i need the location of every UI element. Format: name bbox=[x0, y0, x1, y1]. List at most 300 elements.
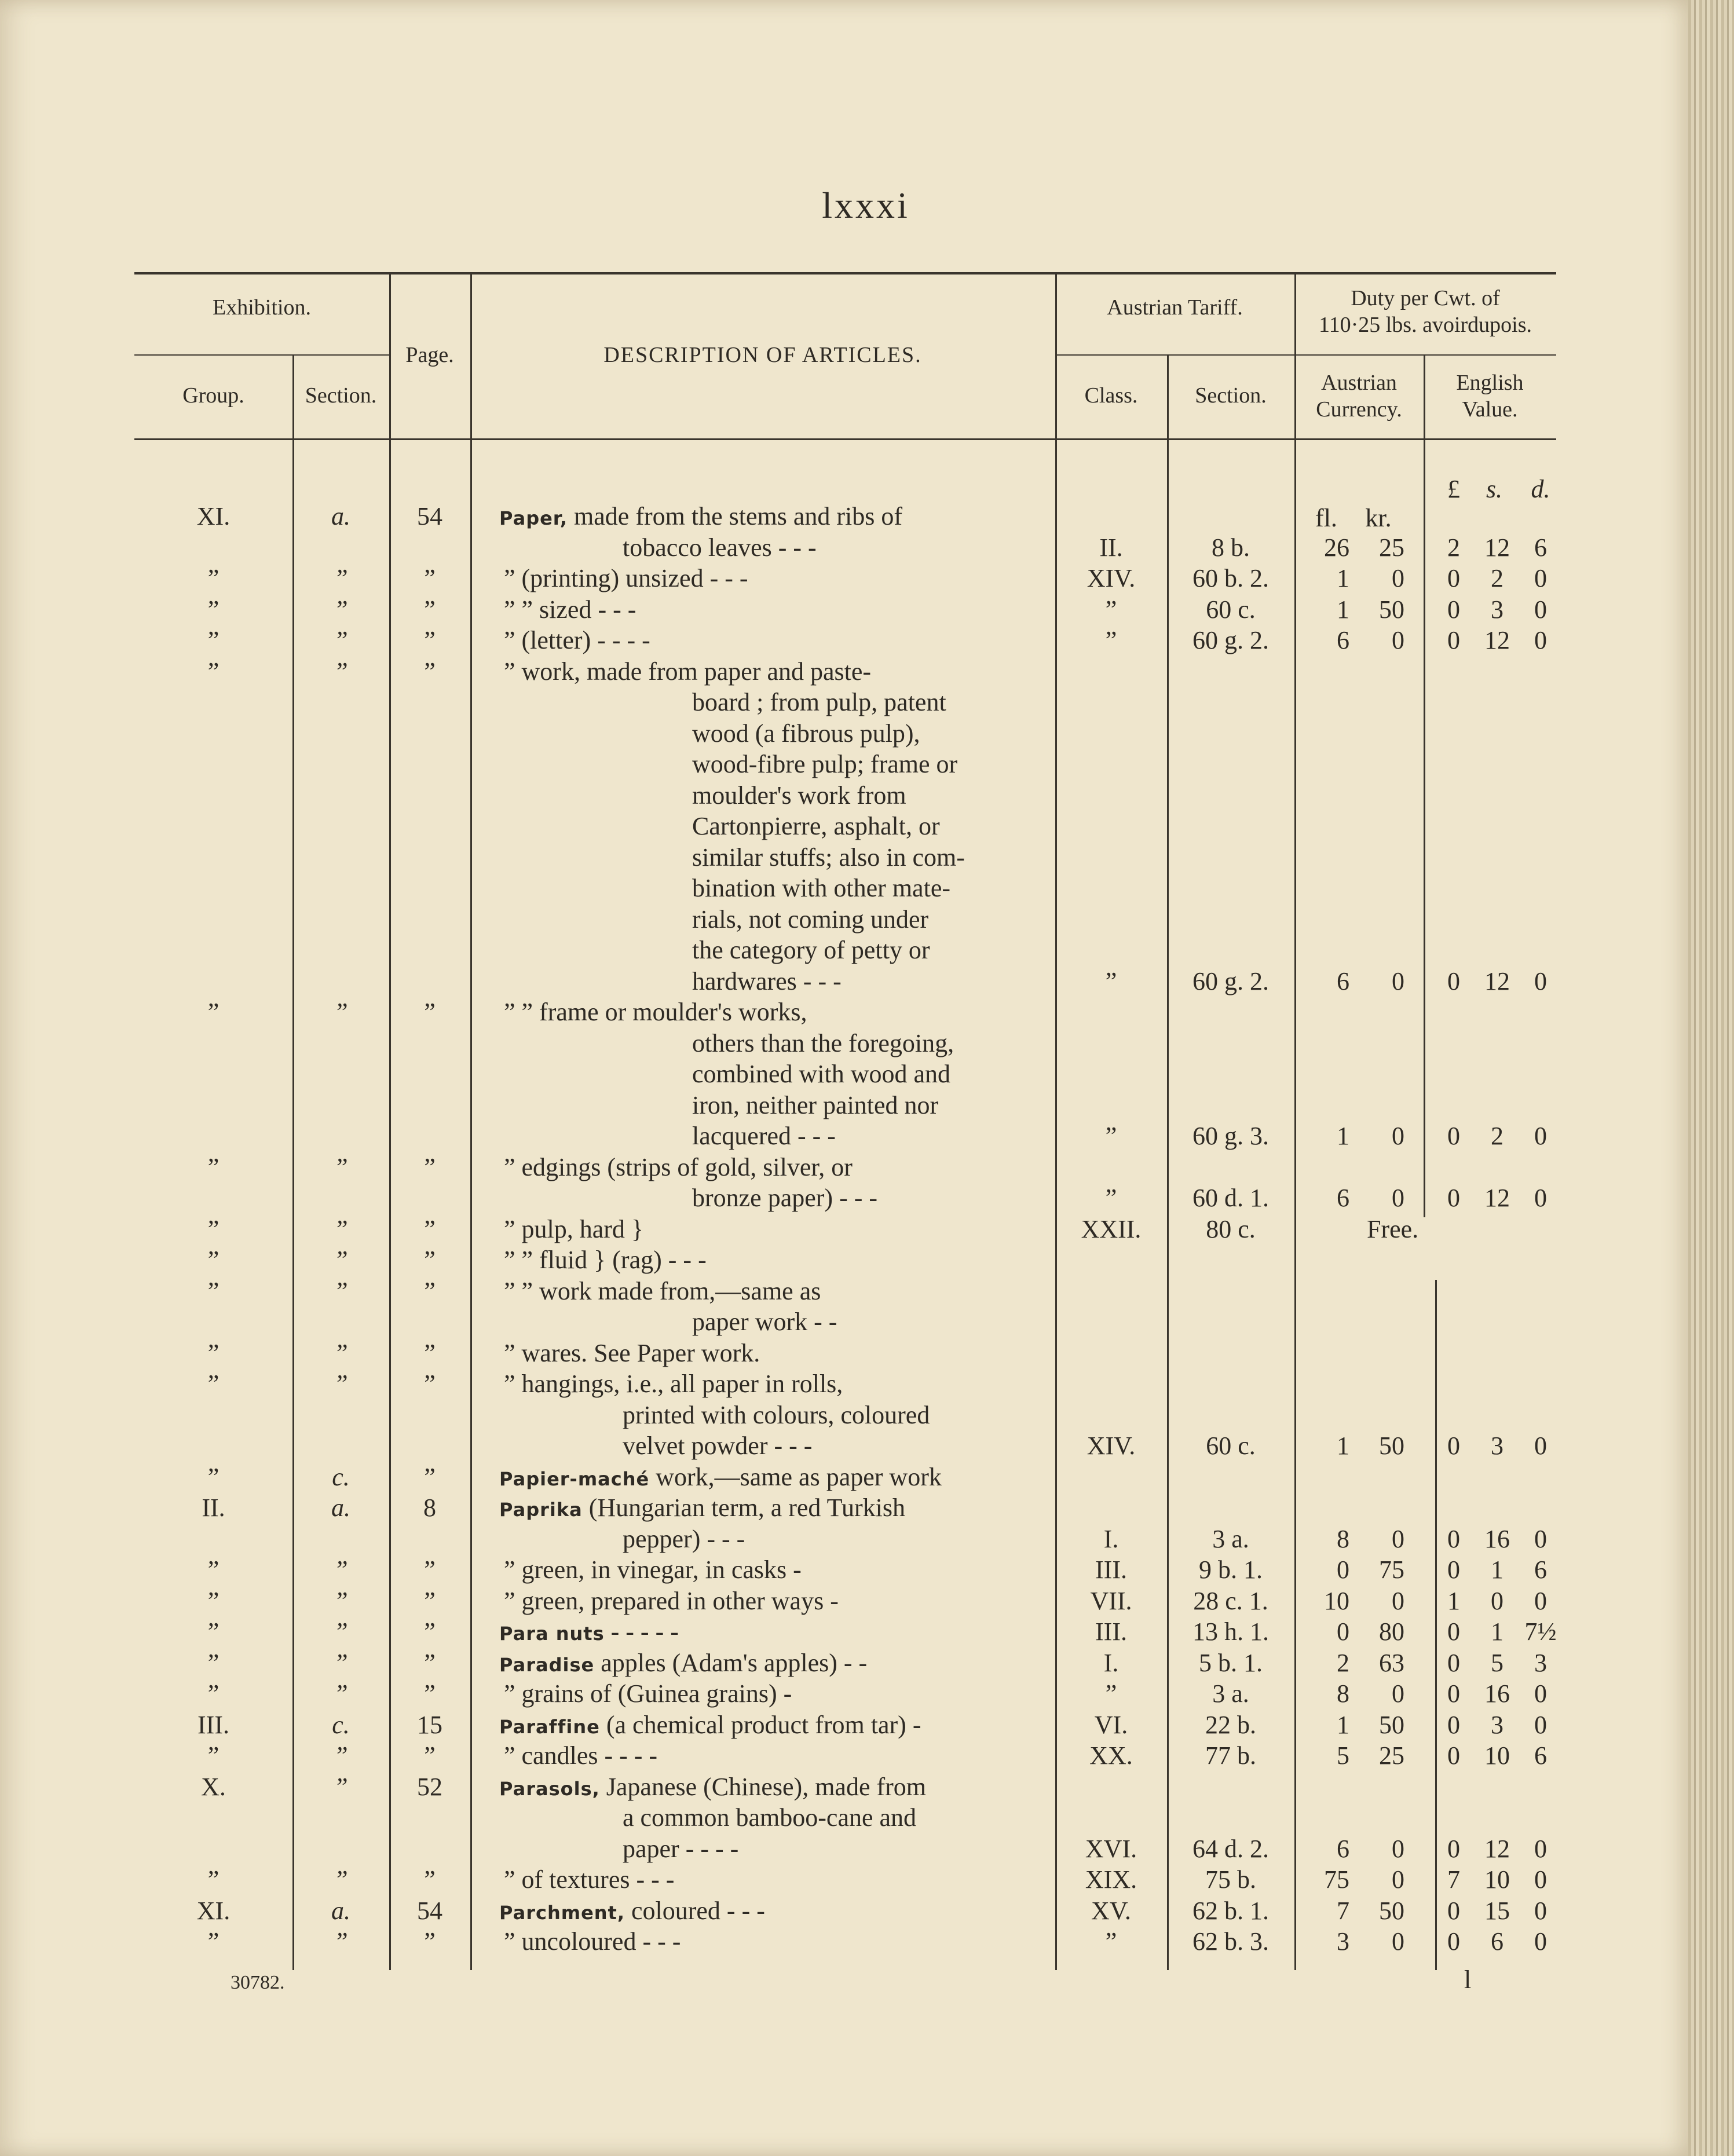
pence-cell: 0 bbox=[1534, 595, 1547, 624]
section-cell: a. bbox=[331, 1896, 350, 1925]
tariff-section-cell: 8 b. bbox=[1212, 533, 1250, 562]
page-cell: ” bbox=[424, 1338, 436, 1367]
header-duty-line1: Duty per Cwt. of bbox=[1351, 286, 1500, 310]
group-cell: II. bbox=[202, 1494, 225, 1522]
tariff-section-cell: 62 b. 3. bbox=[1192, 1927, 1269, 1956]
florin-cell: 26 bbox=[1324, 533, 1349, 562]
entry-text: Japanese (Chinese), made from bbox=[606, 1772, 926, 1801]
pound-cell: 2 bbox=[1447, 533, 1460, 562]
pound-cell: 0 bbox=[1447, 1555, 1460, 1584]
section-cell: ” bbox=[334, 1617, 348, 1646]
group-cell: ” bbox=[207, 1338, 220, 1367]
kreuzer-cell: 0 bbox=[1392, 1865, 1404, 1894]
shilling-cell: 12 bbox=[1484, 533, 1510, 562]
group-cell: XI. bbox=[196, 502, 231, 530]
description-line bbox=[499, 501, 902, 534]
entry-text: ” ” sized - - - bbox=[504, 595, 636, 624]
top-rule bbox=[134, 272, 1556, 274]
entry-text: ” hangings, i.e., all paper in rolls, bbox=[504, 1370, 843, 1398]
entry-keyword: Paraffine bbox=[499, 1715, 600, 1738]
page-cell: ” bbox=[424, 564, 436, 592]
section-cell: c. bbox=[332, 1462, 350, 1491]
section-cell: ” bbox=[334, 1246, 348, 1274]
pound-cell: 0 bbox=[1447, 1741, 1460, 1770]
shilling-cell: 1 bbox=[1491, 1617, 1503, 1646]
tariff-class-cell: XVI. bbox=[1085, 1834, 1137, 1863]
entry-text: coloured - - - bbox=[631, 1896, 765, 1925]
page-cell: ” bbox=[424, 1679, 436, 1708]
shilling-cell: 10 bbox=[1484, 1741, 1510, 1770]
pound-cell: 0 bbox=[1447, 1617, 1460, 1646]
group-cell: ” bbox=[207, 626, 220, 654]
page-cell: ” bbox=[424, 1214, 436, 1243]
page-number: lxxxi bbox=[822, 185, 910, 226]
tariff-section-cell: 64 d. 2. bbox=[1192, 1834, 1269, 1863]
kreuzer-cell: 63 bbox=[1379, 1648, 1404, 1677]
page-cell: 54 bbox=[417, 502, 442, 530]
description-line bbox=[504, 1276, 821, 1306]
description-line bbox=[623, 1524, 745, 1554]
page-cell: 15 bbox=[417, 1710, 442, 1739]
section-cell: ” bbox=[334, 1214, 348, 1243]
description-line bbox=[623, 1833, 738, 1864]
tariff-section-cell: 60 b. 2. bbox=[1192, 564, 1269, 592]
pound-cell: 0 bbox=[1447, 595, 1460, 624]
description-line bbox=[499, 1492, 905, 1525]
tariff-section-cell: 22 b. bbox=[1205, 1710, 1256, 1739]
kreuzer-cell: 0 bbox=[1392, 1184, 1404, 1212]
tariff-section-cell: 5 b. 1. bbox=[1199, 1648, 1263, 1677]
pence-cell: 0 bbox=[1534, 1896, 1547, 1925]
pence-cell: 6 bbox=[1534, 1741, 1547, 1770]
tariff-section-cell: 60 d. 1. bbox=[1192, 1184, 1269, 1212]
kreuzer-cell: 25 bbox=[1379, 1741, 1404, 1770]
florin-cell: 8 bbox=[1337, 1679, 1349, 1708]
pound-cell: 0 bbox=[1447, 1648, 1460, 1677]
header-group: Group. bbox=[182, 383, 244, 408]
florin-cell: 6 bbox=[1337, 1184, 1349, 1212]
shilling-cell: 12 bbox=[1484, 1834, 1510, 1863]
free-label: Free. bbox=[1367, 1214, 1419, 1243]
tariff-section-cell: 3 a. bbox=[1212, 1524, 1249, 1553]
tariff-class-cell: ” bbox=[1105, 1927, 1117, 1956]
unit-florin: fl. bbox=[1315, 504, 1337, 532]
entry-text: made from the stems and ribs of bbox=[574, 502, 903, 530]
entry-text: wood (a fibrous pulp), bbox=[692, 719, 920, 748]
shilling-cell: 12 bbox=[1484, 1184, 1510, 1212]
pound-cell: 1 bbox=[1447, 1586, 1460, 1615]
group-cell: ” bbox=[207, 1276, 220, 1305]
entry-text: ” work, made from paper and paste- bbox=[504, 657, 872, 686]
pound-cell: 0 bbox=[1447, 626, 1460, 654]
shilling-cell: 15 bbox=[1484, 1896, 1510, 1925]
group-cell: ” bbox=[207, 1370, 220, 1398]
description-line bbox=[499, 1648, 867, 1681]
group-cell: ” bbox=[207, 1246, 220, 1274]
kreuzer-cell: 0 bbox=[1392, 1586, 1404, 1615]
description-line bbox=[623, 1430, 812, 1461]
pence-cell: 0 bbox=[1534, 967, 1547, 995]
group-cell: ” bbox=[207, 1555, 220, 1584]
description-line bbox=[692, 718, 920, 749]
pence-cell: 0 bbox=[1534, 1834, 1547, 1863]
description-line bbox=[504, 1678, 792, 1709]
entry-text: paper - - - - bbox=[623, 1834, 739, 1863]
shilling-cell: 1 bbox=[1491, 1555, 1503, 1584]
florin-cell: 5 bbox=[1337, 1741, 1349, 1770]
florin-cell: 1 bbox=[1337, 564, 1349, 592]
shilling-cell: 3 bbox=[1491, 595, 1503, 624]
florin-cell: 10 bbox=[1324, 1586, 1349, 1615]
entry-text: ” green, prepared in other ways - bbox=[504, 1586, 839, 1615]
tariff-class-cell: ” bbox=[1105, 626, 1117, 654]
header-duty-line2: 110·25 lbs. avoirdupois. bbox=[1318, 313, 1532, 337]
entry-text: Cartonpierre, asphalt, or bbox=[692, 812, 940, 840]
entry-text: ” (letter) - - - - bbox=[504, 626, 650, 654]
pence-cell: 6 bbox=[1534, 533, 1547, 562]
pence-cell: 0 bbox=[1534, 564, 1547, 592]
description-line bbox=[692, 780, 906, 811]
page-cell: ” bbox=[424, 1555, 436, 1584]
signature-mark: l bbox=[1464, 1965, 1472, 1994]
tariff-section-cell: 60 c. bbox=[1206, 1432, 1256, 1460]
description-line bbox=[504, 1740, 657, 1771]
entry-text: lacquered - - - bbox=[692, 1122, 836, 1150]
tariff-section-cell: 3 a. bbox=[1212, 1679, 1249, 1708]
shilling-cell: 16 bbox=[1484, 1679, 1510, 1708]
group-cell: XI. bbox=[196, 1896, 231, 1925]
print-number: 30782. bbox=[231, 1972, 285, 1993]
section-cell: c. bbox=[332, 1710, 350, 1739]
entry-text: ” grains of (Guinea grains) - bbox=[504, 1679, 792, 1708]
florin-cell: 8 bbox=[1337, 1524, 1349, 1553]
tariff-class-cell: XX. bbox=[1089, 1741, 1133, 1770]
header-austrian-tariff: Austrian Tariff. bbox=[1107, 295, 1243, 320]
group-cell: ” bbox=[207, 1679, 220, 1708]
pence-cell: 0 bbox=[1534, 1865, 1547, 1894]
kreuzer-cell: 0 bbox=[1392, 1679, 1404, 1708]
pence-cell: 6 bbox=[1534, 1555, 1547, 1584]
entry-text: iron, neither painted nor bbox=[692, 1090, 939, 1119]
description-line bbox=[504, 1368, 843, 1399]
florin-cell: 1 bbox=[1337, 1122, 1349, 1150]
entry-text: ” of textures - - - bbox=[504, 1865, 675, 1894]
entry-keyword: Paprika bbox=[499, 1499, 583, 1521]
kreuzer-cell: 0 bbox=[1392, 1927, 1404, 1956]
entry-text: velvet powder - - - bbox=[623, 1432, 813, 1460]
pound-cell: 0 bbox=[1447, 1184, 1460, 1212]
group-cell: ” bbox=[207, 998, 220, 1026]
tariff-class-cell: III. bbox=[1095, 1617, 1127, 1646]
florin-cell: 6 bbox=[1337, 626, 1349, 654]
tariff-class-cell: III. bbox=[1095, 1555, 1127, 1584]
description-line bbox=[623, 1400, 930, 1430]
florin-cell: 0 bbox=[1337, 1555, 1349, 1584]
section-cell: ” bbox=[334, 1152, 348, 1181]
pound-cell: 0 bbox=[1447, 1896, 1460, 1925]
page-edge bbox=[1688, 0, 1734, 2156]
entry-keyword: Parasols, bbox=[499, 1777, 600, 1800]
entry-keyword: Para nuts bbox=[499, 1623, 605, 1645]
description-line bbox=[504, 1864, 674, 1895]
entry-text: pepper) - - - bbox=[623, 1524, 745, 1553]
entry-keyword: Parchment, bbox=[499, 1901, 625, 1924]
pound-cell: 0 bbox=[1447, 1524, 1460, 1553]
kreuzer-cell: 0 bbox=[1392, 1524, 1404, 1553]
pound-cell: 0 bbox=[1447, 967, 1460, 995]
description-line bbox=[499, 1616, 679, 1649]
pence-cell: 3 bbox=[1534, 1648, 1547, 1677]
pence-cell: 0 bbox=[1534, 1184, 1547, 1212]
entry-text: ” candles - - - - bbox=[504, 1741, 658, 1770]
tariff-section-cell: 60 g. 2. bbox=[1192, 626, 1269, 654]
tariff-section-cell: 9 b. 1. bbox=[1199, 1555, 1263, 1584]
description-line bbox=[692, 1090, 938, 1121]
entry-keyword: Paper, bbox=[499, 507, 568, 529]
group-cell: ” bbox=[207, 1462, 220, 1491]
section-cell: a. bbox=[331, 1494, 350, 1522]
pence-cell: 0 bbox=[1534, 626, 1547, 654]
page-cell: 52 bbox=[417, 1772, 442, 1801]
description-line bbox=[499, 1895, 765, 1928]
entry-text: ” pulp, hard } bbox=[504, 1214, 644, 1243]
description-line bbox=[692, 687, 946, 718]
group-cell: ” bbox=[207, 564, 220, 592]
tariff-class-cell: XXII. bbox=[1081, 1214, 1142, 1243]
header-class: Class. bbox=[1084, 383, 1138, 408]
description-line bbox=[692, 1306, 837, 1337]
description-line bbox=[692, 811, 940, 841]
entry-text: ” wares. See Paper work. bbox=[504, 1338, 760, 1367]
section-cell: ” bbox=[334, 626, 348, 654]
entry-text: ” uncoloured - - - bbox=[504, 1927, 681, 1956]
entry-text: bronze paper) - - - bbox=[692, 1184, 878, 1212]
shilling-cell: 10 bbox=[1484, 1865, 1510, 1894]
florin-cell: 0 bbox=[1337, 1617, 1349, 1646]
page-cell: 8 bbox=[423, 1494, 436, 1522]
section-cell: ” bbox=[334, 1679, 348, 1708]
tariff-section-cell: 13 h. 1. bbox=[1192, 1617, 1269, 1646]
description-line bbox=[504, 1926, 681, 1957]
entry-text: bination with other mate- bbox=[692, 874, 950, 902]
shilling-cell: 3 bbox=[1491, 1432, 1503, 1460]
page-cell: ” bbox=[424, 1617, 436, 1646]
kreuzer-cell: 50 bbox=[1379, 595, 1404, 624]
section-cell: ” bbox=[334, 1370, 348, 1398]
entry-text: ” ” frame or moulder's works, bbox=[504, 998, 807, 1026]
entry-text: (a chemical product from tar) - bbox=[606, 1710, 921, 1739]
description-line bbox=[692, 904, 928, 935]
section-cell: ” bbox=[334, 1927, 348, 1956]
entry-text: tobacco leaves - - - bbox=[623, 533, 817, 562]
header-page: Page. bbox=[405, 343, 454, 367]
entry-text: combined with wood and bbox=[692, 1060, 951, 1088]
florin-cell: 1 bbox=[1337, 595, 1349, 624]
section-cell: ” bbox=[334, 1276, 348, 1305]
kreuzer-cell: 80 bbox=[1379, 1617, 1404, 1646]
pound-cell: 0 bbox=[1447, 1122, 1460, 1150]
pence-cell: 0 bbox=[1534, 1679, 1547, 1708]
pence-cell: 0 bbox=[1534, 1122, 1547, 1150]
kreuzer-cell: 0 bbox=[1392, 1834, 1404, 1863]
kreuzer-cell: 0 bbox=[1392, 967, 1404, 995]
tariff-class-cell: XIV. bbox=[1087, 564, 1136, 592]
description-line bbox=[504, 563, 748, 594]
entry-text: the category of petty or bbox=[692, 936, 930, 964]
entry-text: ” ” fluid } (rag) - - - bbox=[504, 1246, 707, 1274]
tariff-class-cell: XIX. bbox=[1085, 1865, 1137, 1894]
header-section: Section. bbox=[305, 383, 377, 408]
pound-cell: 0 bbox=[1447, 1927, 1460, 1956]
pound-cell: 0 bbox=[1447, 1432, 1460, 1460]
header-austrian-currency-1: Austrian bbox=[1321, 371, 1397, 395]
pence-cell: 0 bbox=[1534, 1432, 1547, 1460]
shilling-cell: 2 bbox=[1491, 1122, 1503, 1150]
kreuzer-cell: 0 bbox=[1392, 564, 1404, 592]
description-line bbox=[504, 1244, 707, 1275]
section-cell: ” bbox=[334, 998, 348, 1026]
description-line bbox=[504, 1586, 839, 1616]
tariff-section-cell: 80 c. bbox=[1206, 1214, 1256, 1243]
description-line bbox=[504, 656, 871, 687]
description-line bbox=[504, 625, 650, 656]
page-cell: 54 bbox=[417, 1896, 442, 1925]
entry-text: others than the foregoing, bbox=[692, 1028, 954, 1057]
tariff-class-cell: II. bbox=[1099, 533, 1123, 562]
description-line bbox=[499, 1462, 942, 1495]
tariff-section-cell: 77 b. bbox=[1205, 1741, 1256, 1770]
description-line bbox=[623, 532, 817, 563]
shilling-cell: 5 bbox=[1491, 1648, 1503, 1677]
shilling-cell: 12 bbox=[1484, 967, 1510, 995]
entry-text: hardwares - - - bbox=[692, 967, 842, 995]
tariff-section-cell: 28 c. 1. bbox=[1193, 1586, 1268, 1615]
kreuzer-cell: 25 bbox=[1379, 533, 1404, 562]
entry-text: wood-fibre pulp; frame or bbox=[692, 750, 958, 778]
kreuzer-cell: 50 bbox=[1379, 1432, 1404, 1460]
tariff-class-cell: VI. bbox=[1094, 1710, 1128, 1739]
pence-cell: 0 bbox=[1534, 1710, 1547, 1739]
pence-cell: 0 bbox=[1534, 1524, 1547, 1553]
tariff-class-cell: ” bbox=[1105, 1122, 1117, 1150]
unit-kreuzer: kr. bbox=[1365, 504, 1392, 532]
section-cell: ” bbox=[334, 1772, 348, 1801]
florin-cell: 1 bbox=[1337, 1710, 1349, 1739]
page-cell: ” bbox=[424, 1276, 436, 1305]
section-cell: ” bbox=[334, 657, 348, 686]
tariff-subrule bbox=[1055, 354, 1556, 356]
entry-text: (Hungarian term, a red Turkish bbox=[588, 1494, 905, 1522]
description-line bbox=[692, 749, 957, 779]
entry-text: rials, not coming under bbox=[692, 905, 929, 934]
page-cell: ” bbox=[424, 626, 436, 654]
exhibition-subrule bbox=[134, 354, 389, 356]
entry-text: ” edgings (strips of gold, silver, or bbox=[504, 1152, 853, 1181]
col-rule-page bbox=[470, 272, 472, 1970]
pound-cell: 0 bbox=[1447, 564, 1460, 592]
description-line bbox=[504, 1152, 853, 1183]
section-cell: ” bbox=[334, 595, 348, 624]
group-cell: ” bbox=[207, 1617, 220, 1646]
section-cell: ” bbox=[334, 1648, 348, 1677]
florin-cell: 6 bbox=[1337, 967, 1349, 995]
unit-pound: £ bbox=[1447, 475, 1460, 503]
header-tariff-section: Section. bbox=[1195, 383, 1267, 408]
pound-cell: 0 bbox=[1447, 1834, 1460, 1863]
tariff-section-cell: 60 g. 2. bbox=[1192, 967, 1269, 995]
kreuzer-cell: 75 bbox=[1379, 1555, 1404, 1584]
florin-cell: 2 bbox=[1337, 1648, 1349, 1677]
tariff-class-cell: ” bbox=[1105, 1679, 1117, 1708]
entry-text: a common bamboo-cane and bbox=[623, 1803, 917, 1832]
description-line bbox=[504, 1554, 802, 1585]
page-cell: ” bbox=[424, 1246, 436, 1274]
tariff-section-cell: 62 b. 1. bbox=[1192, 1896, 1269, 1925]
pence-cell: 0 bbox=[1534, 1586, 1547, 1615]
group-cell: ” bbox=[207, 1741, 220, 1770]
header-english-value-2: Value. bbox=[1462, 397, 1518, 422]
section-cell: ” bbox=[334, 1741, 348, 1770]
description-line bbox=[499, 1771, 926, 1804]
header-exhibition: Exhibition. bbox=[213, 295, 311, 320]
pence-cell: 7½ bbox=[1524, 1617, 1557, 1646]
description-line bbox=[692, 1028, 954, 1059]
tariff-class-cell: I. bbox=[1103, 1524, 1119, 1553]
kreuzer-cell: 50 bbox=[1379, 1896, 1404, 1925]
pound-cell: 0 bbox=[1447, 1679, 1460, 1708]
header-bottom-rule bbox=[134, 438, 1556, 440]
page-cell: ” bbox=[424, 1152, 436, 1181]
unit-shilling: s. bbox=[1486, 475, 1503, 503]
pound-cell: 7 bbox=[1447, 1865, 1460, 1894]
group-cell: ” bbox=[207, 595, 220, 624]
tariff-class-cell: I. bbox=[1103, 1648, 1119, 1677]
pence-cell: 0 bbox=[1534, 1927, 1547, 1956]
page-cell: ” bbox=[424, 1586, 436, 1615]
group-cell: ” bbox=[207, 1927, 220, 1956]
group-cell: ” bbox=[207, 1214, 220, 1243]
description-line bbox=[692, 935, 930, 965]
entry-text: - - - - - bbox=[610, 1617, 679, 1646]
description-line bbox=[623, 1802, 916, 1833]
description-line bbox=[692, 1059, 950, 1089]
kreuzer-cell: 0 bbox=[1392, 626, 1404, 654]
group-cell: ” bbox=[207, 1586, 220, 1615]
shilling-cell: 12 bbox=[1484, 626, 1510, 654]
group-cell: ” bbox=[207, 1152, 220, 1181]
kreuzer-cell: 0 bbox=[1392, 1122, 1404, 1150]
entry-text: similar stuffs; also in com- bbox=[692, 843, 965, 872]
florin-cell: 3 bbox=[1337, 1927, 1349, 1956]
entry-text: paper work - - bbox=[692, 1308, 837, 1336]
header-austrian-currency-2: Currency. bbox=[1316, 397, 1402, 422]
shilling-cell: 16 bbox=[1484, 1524, 1510, 1553]
page-cell: ” bbox=[424, 998, 436, 1026]
pound-cell: 0 bbox=[1447, 1710, 1460, 1739]
florin-cell: 6 bbox=[1337, 1834, 1349, 1863]
page-cell: ” bbox=[424, 1462, 436, 1491]
header-english-value-1: English bbox=[1456, 371, 1524, 395]
tariff-class-cell: XIV. bbox=[1087, 1432, 1136, 1460]
page-cell: ” bbox=[424, 1865, 436, 1894]
tariff-section-cell: 60 c. bbox=[1206, 595, 1256, 624]
page-cell: ” bbox=[424, 1927, 436, 1956]
group-cell: X. bbox=[201, 1772, 226, 1801]
group-cell: ” bbox=[207, 1865, 220, 1894]
col-rule-currency bbox=[1424, 354, 1425, 1217]
entry-keyword: Papier-maché bbox=[499, 1467, 650, 1490]
tariff-class-cell: XV. bbox=[1091, 1896, 1131, 1925]
